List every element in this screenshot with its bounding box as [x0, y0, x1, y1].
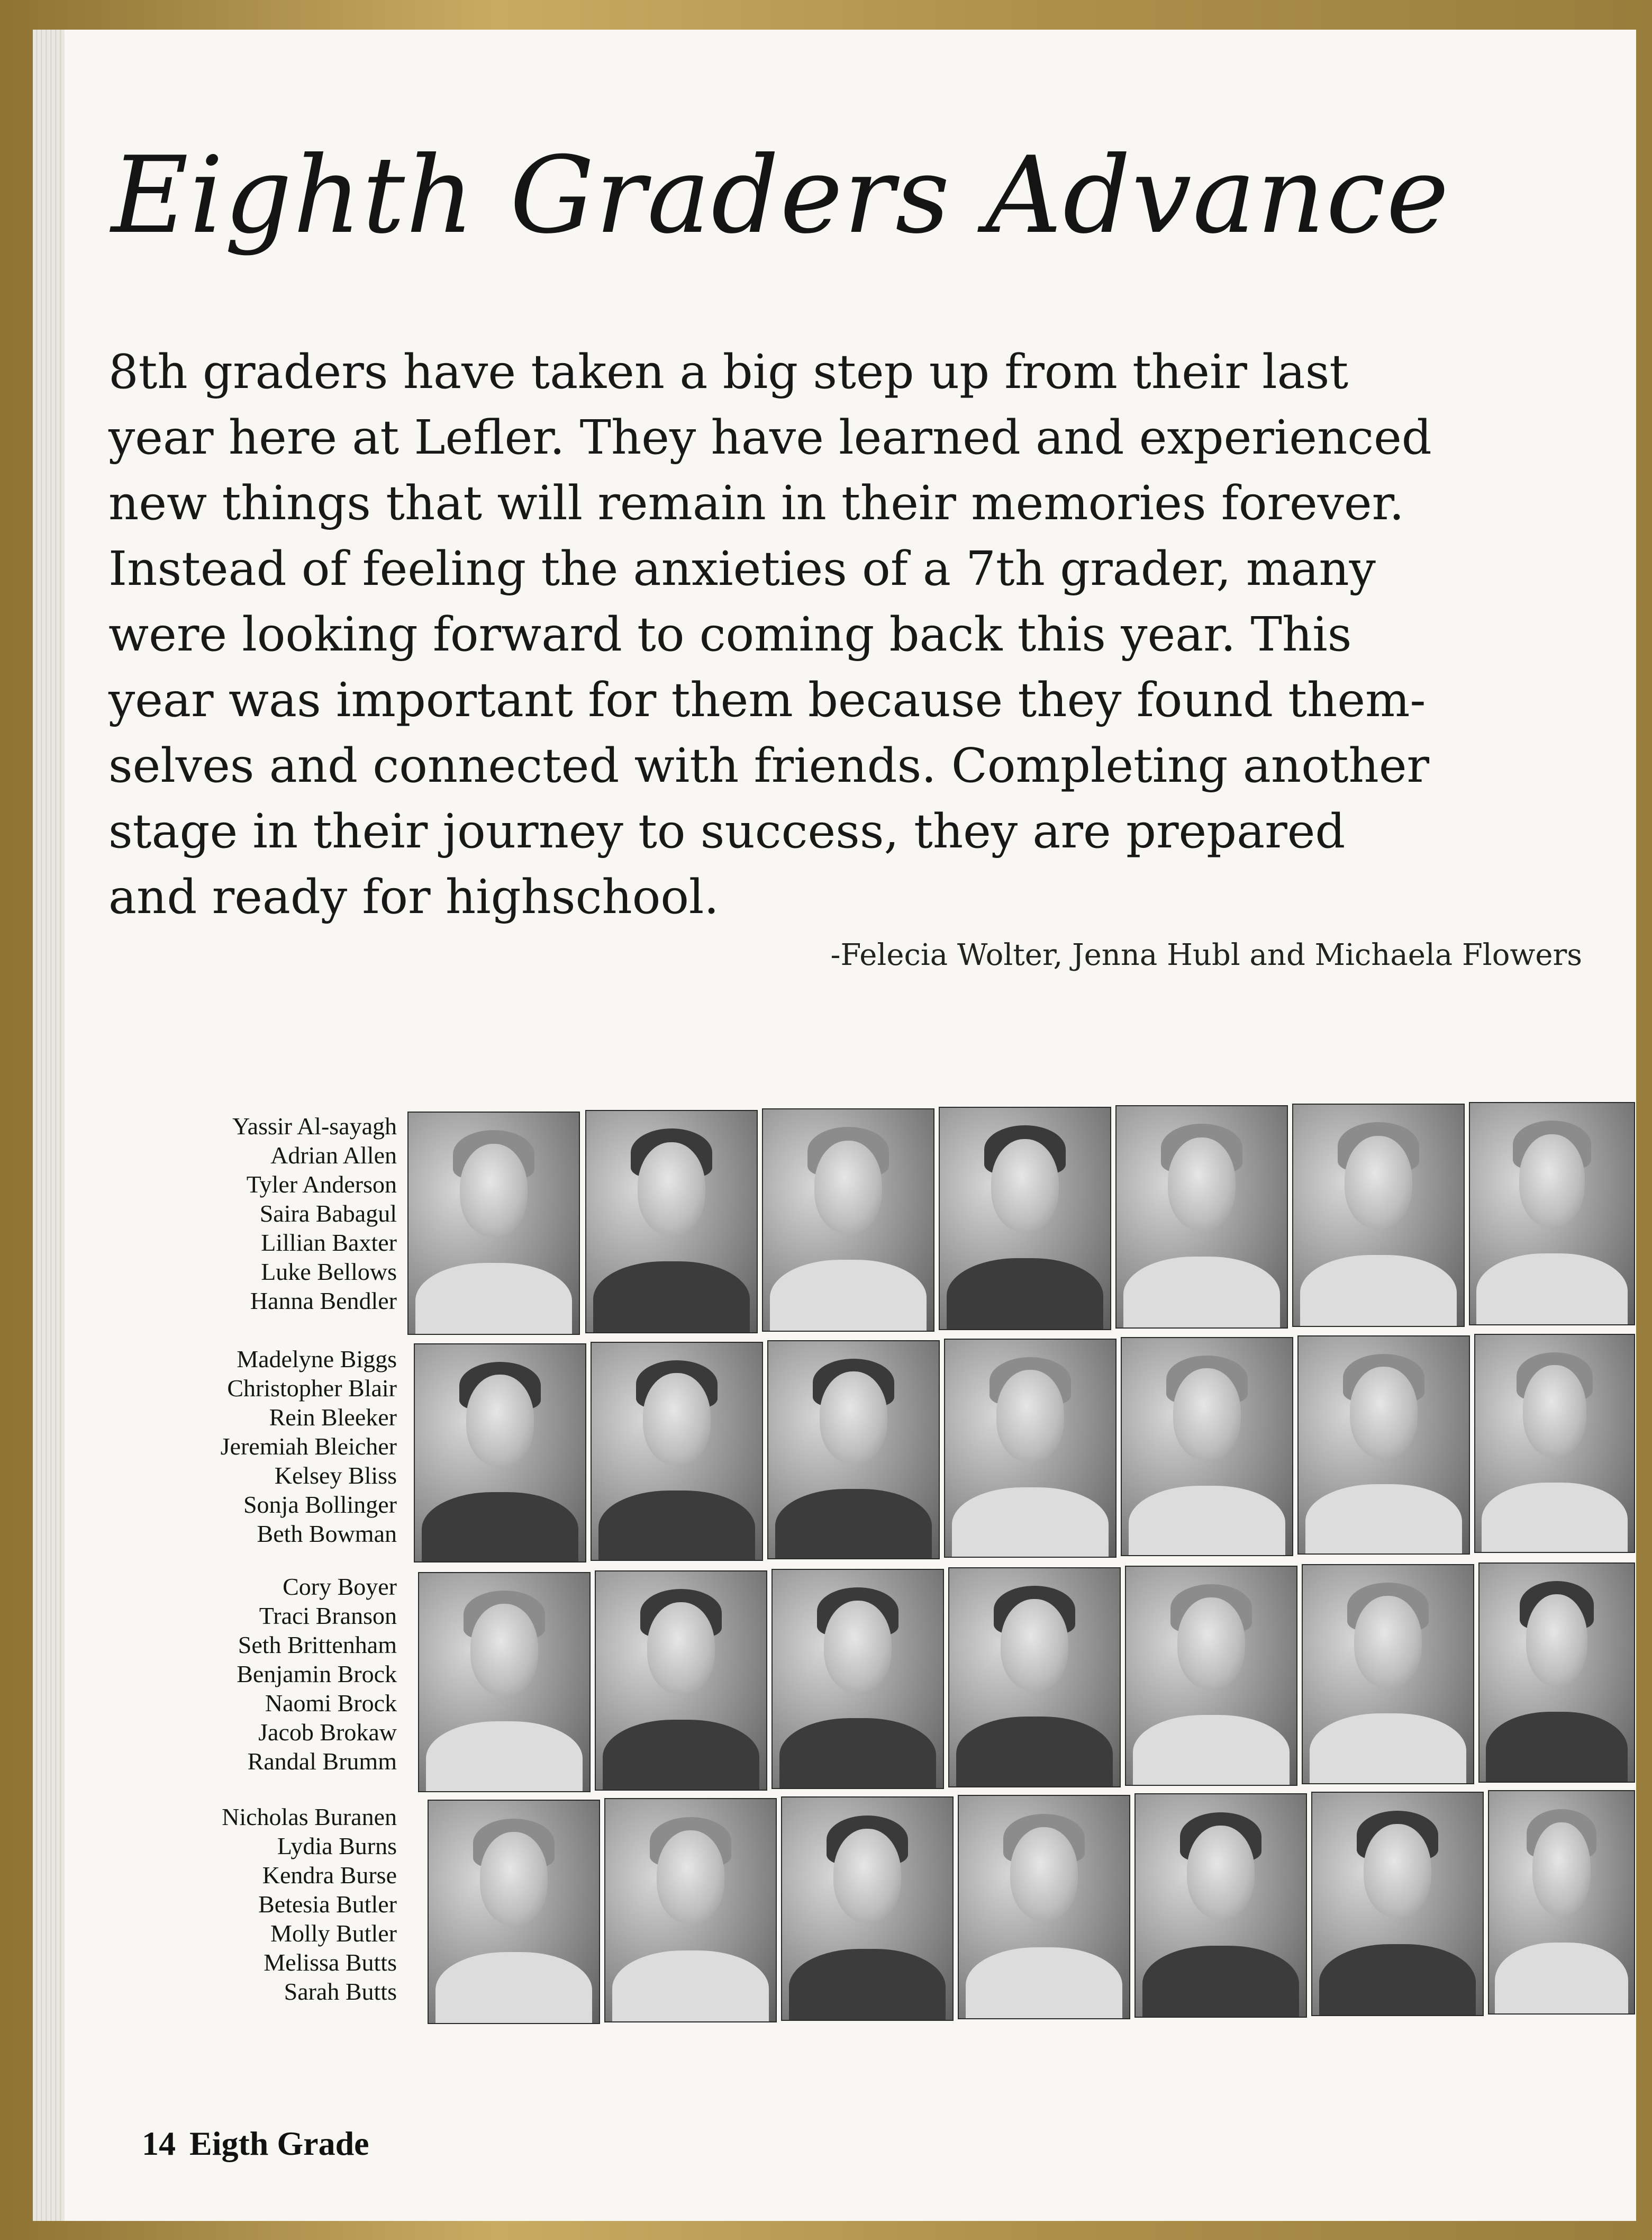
page-edges: [33, 30, 65, 2221]
section-name: Eigth Grade: [189, 2125, 369, 2162]
student-name: Molly Butler: [270, 1920, 397, 1947]
student-name: Randal Brumm: [247, 1748, 397, 1775]
student-portrait: [428, 1800, 600, 2024]
student-portrait: [418, 1572, 591, 1792]
student-name: Hanna Bendler: [250, 1287, 397, 1314]
intro-line: selves and connected with friends. Completing another: [108, 738, 1430, 793]
intro-line: were looking forward to coming back this year. This: [108, 607, 1352, 662]
student-portrait: [1134, 1793, 1307, 2018]
student-name: Tyler Anderson: [246, 1171, 397, 1198]
name-list-row-4: [138, 1802, 397, 2006]
student-portrait: [591, 1342, 763, 1561]
intro-line: and ready for highschool.: [108, 869, 719, 924]
name-list-row-2: [138, 1344, 397, 1548]
page-title: Eighth Graders Advance: [111, 134, 1450, 257]
student-name: Benjamin Brock: [237, 1660, 397, 1687]
student-portrait: [1474, 1334, 1635, 1553]
student-name: Yassir Al-sayagh: [232, 1113, 397, 1140]
student-name: Kendra Burse: [262, 1862, 397, 1889]
student-name: Jacob Brokaw: [258, 1719, 397, 1746]
student-name: Kelsey Bliss: [274, 1462, 397, 1489]
intro-line: year was important for them because they found them-: [108, 672, 1426, 727]
student-portrait: [1125, 1566, 1297, 1786]
student-name: Luke Bellows: [261, 1258, 397, 1285]
page-number: 14: [142, 2125, 176, 2162]
page-footer: [142, 2122, 369, 2165]
student-portrait: [414, 1343, 586, 1562]
student-name: Christopher Blair: [227, 1375, 397, 1402]
student-portrait: [1302, 1564, 1474, 1784]
student-name: Rein Bleeker: [269, 1404, 397, 1431]
student-portrait: [585, 1110, 758, 1333]
student-name: Sonja Bollinger: [243, 1491, 397, 1518]
name-list-row-3: [138, 1572, 397, 1776]
student-portrait: [1297, 1335, 1470, 1555]
student-name: Sarah Butts: [284, 1978, 397, 2005]
student-portrait: [1488, 1790, 1635, 2015]
student-portrait: [948, 1567, 1121, 1787]
student-portrait: [771, 1569, 944, 1789]
student-name: Betesia Butler: [258, 1891, 397, 1918]
student-name: Adrian Allen: [270, 1142, 397, 1169]
student-name: Traci Branson: [259, 1602, 397, 1629]
student-name: Madelyne Biggs: [237, 1345, 397, 1372]
student-portrait: [1292, 1104, 1465, 1327]
intro-line: new things that will remain in their memories forever.: [108, 475, 1404, 530]
student-portrait: [1469, 1102, 1635, 1325]
student-portrait: [1115, 1105, 1288, 1329]
student-name: Melissa Butts: [264, 1949, 397, 1976]
author-credit: -Felecia Wolter, Jenna Hubl and Michaela Flowers: [830, 938, 1582, 972]
intro-line: 8th graders have taken a big step up from their last: [108, 344, 1349, 399]
student-name: Nicholas Buranen: [222, 1803, 397, 1830]
student-portrait: [781, 1796, 954, 2021]
name-list-row-1: [138, 1112, 397, 1315]
student-name: Naomi Brock: [265, 1690, 397, 1717]
student-portrait: [1478, 1562, 1635, 1783]
student-name: Seth Brittenham: [238, 1631, 397, 1658]
intro-line: Instead of feeling the anxieties of a 7th grader, many: [108, 541, 1376, 596]
student-name: Lillian Baxter: [261, 1229, 397, 1256]
student-name: Jeremiah Bleicher: [220, 1433, 397, 1460]
student-name: Beth Bowman: [257, 1520, 397, 1547]
intro-line: stage in their journey to success, they are prepared: [108, 803, 1346, 859]
student-name: Saira Babagul: [259, 1200, 397, 1227]
student-portrait: [1121, 1337, 1293, 1556]
student-name: Cory Boyer: [283, 1573, 397, 1600]
student-portrait: [595, 1570, 767, 1791]
student-portrait: [1311, 1792, 1484, 2016]
student-portrait: [767, 1340, 940, 1559]
student-portrait: [604, 1798, 777, 2022]
student-portrait: [762, 1108, 934, 1332]
student-portrait: [944, 1339, 1117, 1558]
student-portrait: [958, 1795, 1130, 2019]
student-portrait: [407, 1112, 580, 1335]
intro-line: year here at Lefler. They have learned and experienced: [108, 410, 1432, 465]
intro-text: [108, 339, 1632, 929]
student-portrait: [939, 1107, 1111, 1330]
student-name: Lydia Burns: [277, 1832, 397, 1859]
